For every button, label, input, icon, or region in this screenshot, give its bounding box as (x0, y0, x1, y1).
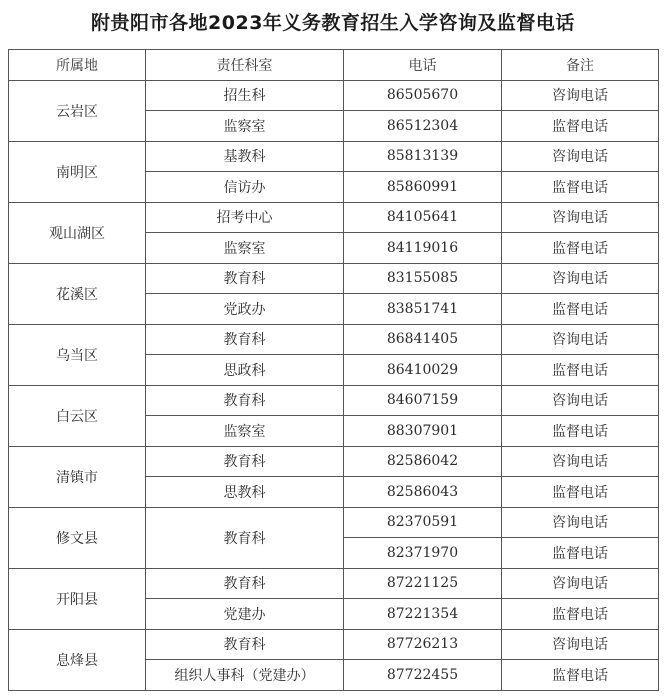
phone-cell: 86410029 (344, 355, 502, 386)
district-cell: 云岩区 (9, 80, 146, 141)
office-cell: 组织人事科（党建办） (146, 660, 344, 691)
office-cell: 教育科 (146, 446, 344, 477)
phone-cell: 88307901 (344, 416, 502, 447)
district-cell: 开阳县 (9, 568, 146, 629)
contact-table (8, 49, 659, 691)
note-cell: 咨询电话 (502, 385, 659, 416)
note-cell: 咨询电话 (502, 80, 659, 111)
table-row (9, 202, 659, 233)
phone-cell: 83155085 (344, 263, 502, 294)
district-cell: 息烽县 (9, 629, 146, 690)
district-cell: 清镇市 (9, 446, 146, 507)
phone-cell: 85813139 (344, 141, 502, 172)
office-cell: 党政办 (146, 294, 344, 325)
office-cell: 教育科 (146, 568, 344, 599)
note-cell: 咨询电话 (502, 629, 659, 660)
phone-cell: 87722455 (344, 660, 502, 691)
header-note: 备注 (502, 50, 659, 81)
phone-cell: 87221125 (344, 568, 502, 599)
note-cell: 监督电话 (502, 599, 659, 630)
office-cell: 招生科 (146, 80, 344, 111)
office-cell: 教育科 (146, 324, 344, 355)
phone-cell: 84105641 (344, 202, 502, 233)
office-cell: 基教科 (146, 141, 344, 172)
phone-cell: 82371970 (344, 538, 502, 569)
phone-cell: 82586043 (344, 477, 502, 508)
phone-cell: 84119016 (344, 233, 502, 264)
note-cell: 监督电话 (502, 355, 659, 386)
table-row (9, 629, 659, 660)
office-cell: 思政科 (146, 355, 344, 386)
phone-cell: 84607159 (344, 385, 502, 416)
office-cell: 信访办 (146, 172, 344, 203)
table-row (9, 385, 659, 416)
office-cell: 监察室 (146, 416, 344, 447)
phone-cell: 86512304 (344, 111, 502, 142)
note-cell: 监督电话 (502, 172, 659, 203)
phone-cell: 85860991 (344, 172, 502, 203)
note-cell: 咨询电话 (502, 446, 659, 477)
table-row (9, 141, 659, 172)
district-cell: 乌当区 (9, 324, 146, 385)
note-cell: 监督电话 (502, 294, 659, 325)
table-row (9, 263, 659, 294)
note-cell: 监督电话 (502, 660, 659, 691)
office-cell: 监察室 (146, 233, 344, 264)
note-cell: 咨询电话 (502, 202, 659, 233)
note-cell: 咨询电话 (502, 263, 659, 294)
district-cell: 白云区 (9, 385, 146, 446)
note-cell: 监督电话 (502, 416, 659, 447)
office-cell: 教育科 (146, 263, 344, 294)
note-cell: 咨询电话 (502, 324, 659, 355)
phone-cell: 86505670 (344, 80, 502, 111)
header-office: 责任科室 (146, 50, 344, 81)
table-row (9, 568, 659, 599)
note-cell: 监督电话 (502, 111, 659, 142)
note-cell: 监督电话 (502, 538, 659, 569)
table-row (9, 324, 659, 355)
office-cell: 教育科 (146, 507, 344, 568)
district-cell: 观山湖区 (9, 202, 146, 263)
office-cell: 党建办 (146, 599, 344, 630)
note-cell: 咨询电话 (502, 507, 659, 538)
district-cell: 修文县 (9, 507, 146, 568)
table-row (9, 446, 659, 477)
header-phone: 电话 (344, 50, 502, 81)
note-cell: 咨询电话 (502, 568, 659, 599)
table-row (9, 507, 659, 538)
phone-cell: 82586042 (344, 446, 502, 477)
phone-cell: 87221354 (344, 599, 502, 630)
office-cell: 监察室 (146, 111, 344, 142)
note-cell: 监督电话 (502, 477, 659, 508)
office-cell: 教育科 (146, 629, 344, 660)
district-cell: 花溪区 (9, 263, 146, 324)
note-cell: 监督电话 (502, 233, 659, 264)
district-cell: 南明区 (9, 141, 146, 202)
page-title: 附贵阳市各地2023年义务教育招生入学咨询及监督电话 (91, 12, 575, 34)
header-district: 所属地 (9, 50, 146, 81)
phone-cell: 82370591 (344, 507, 502, 538)
table-header-row (9, 50, 659, 81)
office-cell: 教育科 (146, 385, 344, 416)
table-row (9, 80, 659, 111)
office-cell: 思教科 (146, 477, 344, 508)
note-cell: 咨询电话 (502, 141, 659, 172)
phone-cell: 87726213 (344, 629, 502, 660)
phone-cell: 83851741 (344, 294, 502, 325)
phone-cell: 86841405 (344, 324, 502, 355)
office-cell: 招考中心 (146, 202, 344, 233)
